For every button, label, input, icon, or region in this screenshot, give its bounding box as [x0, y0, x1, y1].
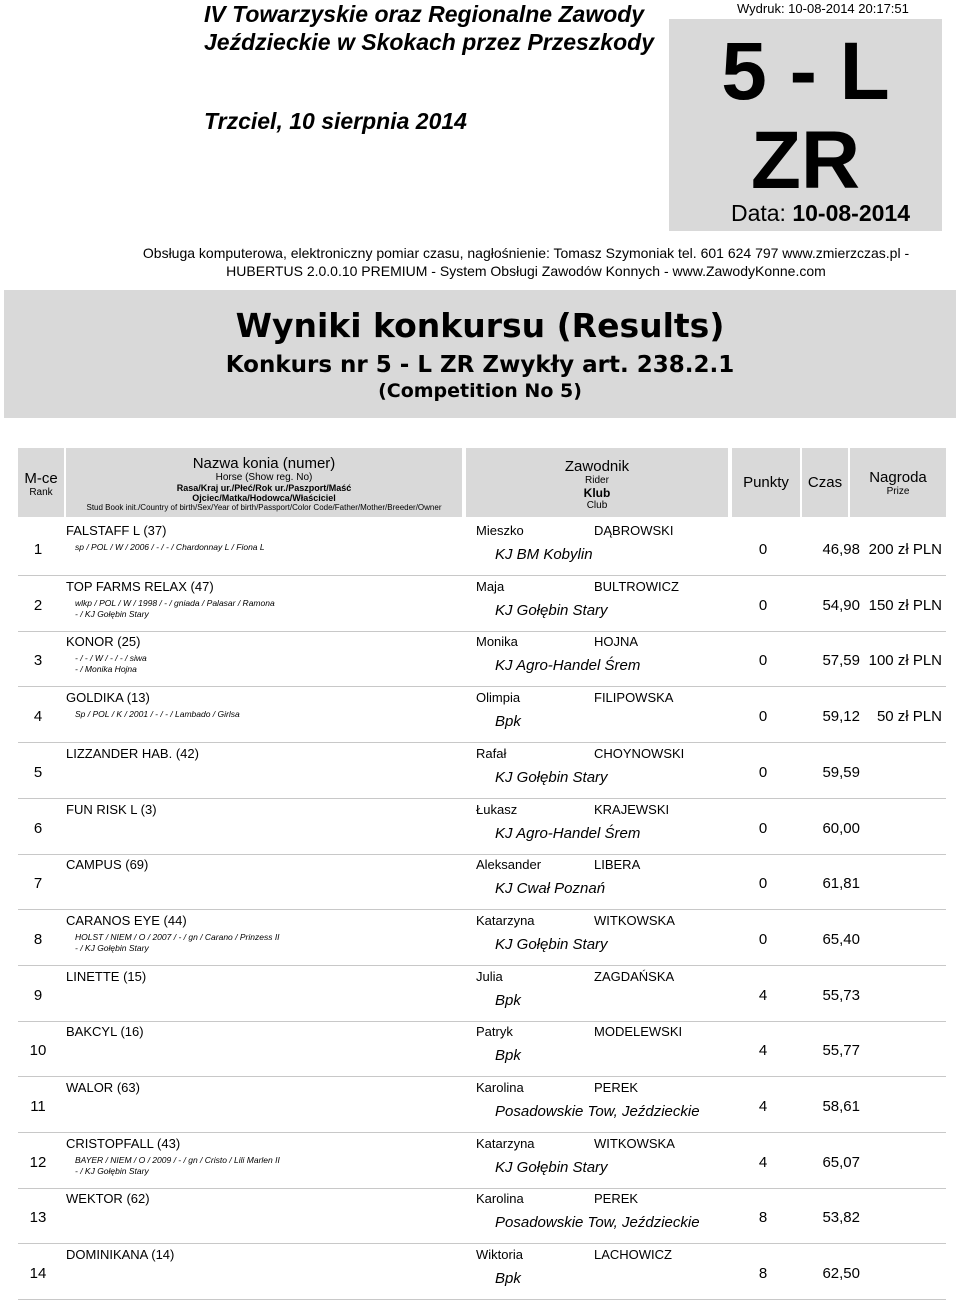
rider-first-name: Olimpia: [476, 690, 521, 706]
time-cell: 46,98: [822, 541, 860, 558]
points-cell: 4: [758, 1153, 768, 1171]
rank-cell: 11: [30, 1098, 46, 1115]
table-row: [18, 1134, 946, 1189]
rider-club: KJ Agro-Handel Śrem: [495, 824, 641, 842]
time-cell: 60,00: [822, 819, 860, 837]
horse-details: [75, 598, 275, 620]
software-info-line: HUBERTUS 2.0.0.10 PREMIUM - System Obsługi Zawodów Konnych - www.ZawodyKonne.com: [226, 263, 826, 279]
print-timestamp: Wydruk: 10-08-2014 20:17:51: [737, 1, 909, 16]
rider-last-name: PEREK: [594, 1080, 639, 1095]
time-cell: 55,73: [822, 986, 860, 1004]
rider-first-name: Rafał: [476, 745, 507, 761]
horse-detail-line: - / Monika Hojna: [75, 664, 137, 675]
horse-detail-line: Sp / POL / K / 2001 / - / - / Lambado / Girlsa: [75, 709, 240, 720]
rank-cell: 13: [29, 1209, 47, 1227]
table-row: [18, 800, 946, 855]
rider-club: KJ BM Kobylin: [495, 546, 593, 563]
horse-details: [75, 653, 147, 675]
rider-first-name: Julia: [476, 968, 503, 984]
table-row: [18, 688, 946, 743]
rider-first-name: Mieszko: [476, 523, 524, 538]
rider-last-name: LIBERA: [594, 857, 641, 873]
header-club-label-en: Club: [586, 500, 608, 511]
horse-name: [66, 913, 187, 928]
table-row: [18, 967, 946, 1022]
table-row: [18, 1078, 946, 1133]
horse-number: (63): [116, 1080, 140, 1095]
horse-detail-line: - / - / W / - / - / siwa: [75, 653, 147, 664]
rider-last-name: WITKOWSKA: [594, 1135, 675, 1151]
horse-name-text: CARANOS EYE: [66, 912, 160, 928]
horse-name: [66, 579, 214, 594]
rank-cell: 3: [33, 652, 43, 670]
table-row: [18, 577, 946, 632]
rider-last-name: CHOYNOWSKI: [594, 745, 685, 761]
class-code-box: [669, 19, 942, 231]
rank-cell: 10: [29, 1042, 47, 1060]
header-horse-label-en: Horse (Show reg. No): [215, 472, 313, 483]
table-row: [18, 744, 946, 799]
prize-cell: 50 zł PLN: [876, 708, 942, 726]
header-rank: [18, 448, 64, 517]
rider-last-name: BULTROWICZ: [594, 578, 679, 594]
horse-name-text: CRISTOPFALL: [66, 1135, 154, 1151]
horse-details: [75, 709, 240, 720]
header-horse: [66, 448, 462, 517]
time-cell: 59,59: [822, 763, 860, 781]
rider-club: KJ Agro-Handel Śrem: [495, 657, 641, 675]
rider-club: Bpk: [495, 1047, 521, 1065]
rider-first-name: Wiktoria: [476, 1247, 523, 1263]
horse-number: (37): [143, 523, 167, 538]
horse-number: (62): [126, 1191, 150, 1207]
rider-last-name: DĄBROWSKI: [594, 523, 674, 538]
table-row: [18, 1022, 946, 1077]
horse-detail-line: wlkp / POL / W / 1998 / - / gniada / Palasar / Ramona: [75, 597, 275, 608]
header-horse-owner: Ojciec/Matka/Hodowca/Właściciel: [192, 493, 336, 503]
rank-cell: 7: [33, 875, 43, 893]
time-cell: 55,77: [822, 1042, 860, 1060]
horse-name: [66, 746, 199, 761]
prize-cell: 150 zł PLN: [868, 596, 942, 614]
points-cell: 0: [758, 708, 768, 726]
rider-first-name: Aleksander: [476, 857, 542, 873]
results-title: Wyniki konkursu (Results): [235, 306, 725, 345]
horse-name-text: FUN RISK L: [66, 801, 138, 817]
rank-cell: 12: [29, 1153, 47, 1171]
points-cell: 0: [758, 596, 768, 614]
header-rank-label: M-ce: [24, 470, 58, 487]
rider-last-name: HOJNA: [594, 634, 639, 650]
class-code: 5 - L: [721, 26, 890, 117]
rider-first-name: Monika: [476, 634, 518, 650]
horse-name-text: BAKCYL: [66, 1024, 117, 1040]
class-code-suffix: ZR: [750, 115, 861, 206]
rank-cell: 9: [33, 986, 43, 1004]
header-rider-label-en: Rider: [585, 475, 609, 486]
rider-club: KJ Gołębin Stary: [495, 601, 608, 619]
horse-name: [66, 1024, 144, 1039]
results-banner: [4, 290, 956, 418]
points-cell: 4: [758, 986, 768, 1004]
rank-cell: 4: [33, 708, 43, 726]
rank-cell: 6: [33, 819, 43, 837]
horse-number: (44): [163, 912, 187, 928]
points-cell: 8: [758, 1209, 768, 1227]
competition-date: [731, 200, 910, 227]
rank-cell: 8: [33, 930, 43, 948]
rider-club: KJ Cwał Poznań: [495, 880, 606, 898]
horse-number: (16): [120, 1024, 144, 1040]
rider-club: Bpk: [495, 991, 521, 1009]
horse-number: (42): [175, 745, 199, 761]
horse-number: (3): [140, 801, 157, 817]
points-cell: 0: [758, 875, 768, 893]
horse-name: [66, 802, 157, 817]
horse-name-text: WALOR: [66, 1080, 114, 1095]
event-place-date: Trzciel, 10 sierpnia 2014: [204, 108, 467, 134]
horse-detail-line: HOLST / NIEM / O / 2007 / - / gn / Carano / Prinzess II: [75, 931, 280, 942]
prize-cell: 200 zł PLN: [868, 541, 942, 558]
points-cell: 0: [758, 763, 768, 781]
rider-last-name: PEREK: [594, 1191, 639, 1207]
horse-name: [66, 1136, 180, 1151]
header-prize: [850, 448, 946, 517]
rider-last-name: KRAJEWSKI: [594, 801, 670, 817]
points-cell: 0: [758, 819, 768, 837]
rider-club: KJ Gołębin Stary: [495, 768, 608, 786]
horse-number: (14): [151, 1247, 175, 1263]
horse-number: (25): [117, 634, 141, 650]
competition-subtitle: (Competition No 5): [378, 380, 582, 402]
rank-cell: 5: [33, 763, 43, 781]
prize-cell: 100 zł PLN: [868, 652, 942, 670]
rider-first-name: Łukasz: [476, 801, 518, 817]
competition-title: Konkurs nr 5 - L ZR Zwykły art. 238.2.1: [225, 352, 735, 378]
rider-club: Posadowskie Tow, Jeździeckie: [495, 1103, 700, 1120]
time-cell: 61,81: [822, 875, 860, 893]
time-cell: 62,50: [822, 1265, 860, 1283]
date-value: 10-08-2014: [792, 200, 910, 226]
horse-name-text: DOMINIKANA: [66, 1247, 148, 1263]
horse-number: (13): [126, 690, 150, 706]
header-rider: [466, 448, 728, 517]
horse-details: [75, 932, 280, 954]
horse-name-text: TOP FARMS RELAX: [66, 578, 187, 594]
rider-club: Bpk: [495, 713, 521, 731]
header-horse-info-en: Stud Book init./Country of birth/Sex/Year of birth/Passport/Color Code/Father/Mother/Breeder/Owner: [86, 503, 442, 512]
points-cell: 0: [758, 541, 768, 558]
horse-name-text: CAMPUS: [66, 857, 122, 873]
rider-last-name: WITKOWSKA: [594, 912, 675, 928]
header-rider-label: Zawodnik: [564, 458, 630, 475]
horse-name: [66, 1191, 150, 1206]
time-cell: 65,40: [822, 930, 860, 948]
rank-cell: 2: [33, 596, 43, 614]
rider-last-name: LACHOWICZ: [594, 1247, 672, 1263]
table-row: [18, 632, 946, 687]
header-horse-label: Nazwa konia (numer): [192, 455, 336, 472]
horse-number: (47): [190, 578, 214, 594]
time-cell: 58,61: [822, 1098, 860, 1115]
horse-detail-line: - / KJ Gołębin Stary: [75, 608, 149, 619]
horse-detail-line: sp / POL / W / 2006 / - / - / Chardonnay L / Fiona L: [75, 542, 265, 552]
time-cell: 65,07: [822, 1153, 860, 1171]
header-points: [732, 448, 800, 517]
horse-detail-line: - / KJ Gołębin Stary: [75, 942, 149, 953]
horse-details: [75, 1155, 280, 1177]
horse-name-text: FALSTAFF L: [66, 523, 140, 538]
rider-first-name: Katarzyna: [476, 1135, 535, 1151]
horse-number: (69): [125, 857, 149, 873]
time-cell: 54,90: [822, 596, 860, 614]
horse-name-text: LIZZANDER HAB.: [66, 745, 173, 761]
header-horse-info: Rasa/Kraj ur./Płeć/Rok ur./Paszport/Maść: [176, 483, 352, 493]
horse-details: [75, 542, 265, 553]
rank-cell: 1: [33, 541, 43, 558]
horse-name: [66, 1080, 140, 1095]
horse-detail-line: - / KJ Gołębin Stary: [75, 1165, 149, 1176]
horse-detail-line: BAYER / NIEM / O / 2009 / - / gn / Cristo / Lili Marlen II: [75, 1154, 280, 1165]
horse-name-text: GOLDIKA: [66, 690, 124, 706]
header-prize-label-en: Prize: [886, 486, 910, 497]
rider-club: KJ Gołębin Stary: [495, 935, 608, 953]
rider-club: Bpk: [495, 1270, 521, 1288]
horse-name-text: LINETTE: [66, 968, 120, 984]
horse-name: [66, 690, 150, 705]
header-time: [802, 448, 848, 517]
rider-last-name: MODELEWSKI: [594, 1024, 683, 1040]
table-row: [18, 521, 946, 576]
points-cell: 4: [758, 1042, 768, 1060]
rider-last-name: FILIPOWSKA: [594, 690, 674, 706]
time-cell: 59,12: [822, 708, 860, 726]
horse-name-text: WEKTOR: [66, 1191, 123, 1207]
points-cell: 4: [758, 1098, 768, 1115]
rider-first-name: Karolina: [476, 1080, 524, 1095]
rider-last-name: ZAGDAŃSKA: [594, 968, 675, 984]
table-row: [18, 1189, 946, 1244]
points-cell: 0: [758, 930, 768, 948]
table-row: [18, 1245, 946, 1300]
header-time-label: Czas: [807, 474, 843, 491]
time-cell: 53,82: [822, 1209, 860, 1227]
rider-first-name: Maja: [476, 578, 505, 594]
header-club-label: Klub: [583, 486, 611, 500]
header-rank-label-en: Rank: [29, 487, 53, 498]
header-points-label: Punkty: [743, 474, 789, 491]
time-cell: 57,59: [822, 652, 860, 670]
horse-number: (15): [123, 968, 147, 984]
rider-club: KJ Gołębin Stary: [495, 1158, 608, 1176]
table-row: [18, 911, 946, 966]
rider-first-name: Katarzyna: [476, 912, 535, 928]
date-label: Data:: [730, 200, 786, 226]
horse-name: [66, 523, 166, 538]
horse-name-text: KONOR: [66, 634, 114, 650]
header-prize-label: Nagroda: [869, 469, 927, 486]
rank-cell: 14: [29, 1265, 47, 1283]
horse-name: [66, 1247, 174, 1262]
points-cell: 0: [758, 652, 768, 670]
horse-number: (43): [157, 1135, 181, 1151]
organizer-info: [96, 244, 956, 280]
event-title: IV Towarzyskie oraz Regionalne Zawody Jeździeckie w Skokach przez Przeszkody: [204, 1, 654, 55]
organizer-info-line: Obsługa komputerowa, elektroniczny pomiar czasu, nagłośnienie: Tomasz Szymoniak tel. 601 624 797 www.zmierzczas.pl -: [142, 245, 910, 261]
rider-first-name: Patryk: [476, 1024, 513, 1040]
horse-name: [66, 634, 140, 649]
rider-first-name: Karolina: [476, 1191, 524, 1207]
horse-name: [66, 969, 146, 984]
horse-name: [66, 857, 148, 872]
table-row: [18, 855, 946, 910]
rider-club: Posadowskie Tow, Jeździeckie: [495, 1214, 700, 1232]
points-cell: 8: [758, 1265, 768, 1283]
